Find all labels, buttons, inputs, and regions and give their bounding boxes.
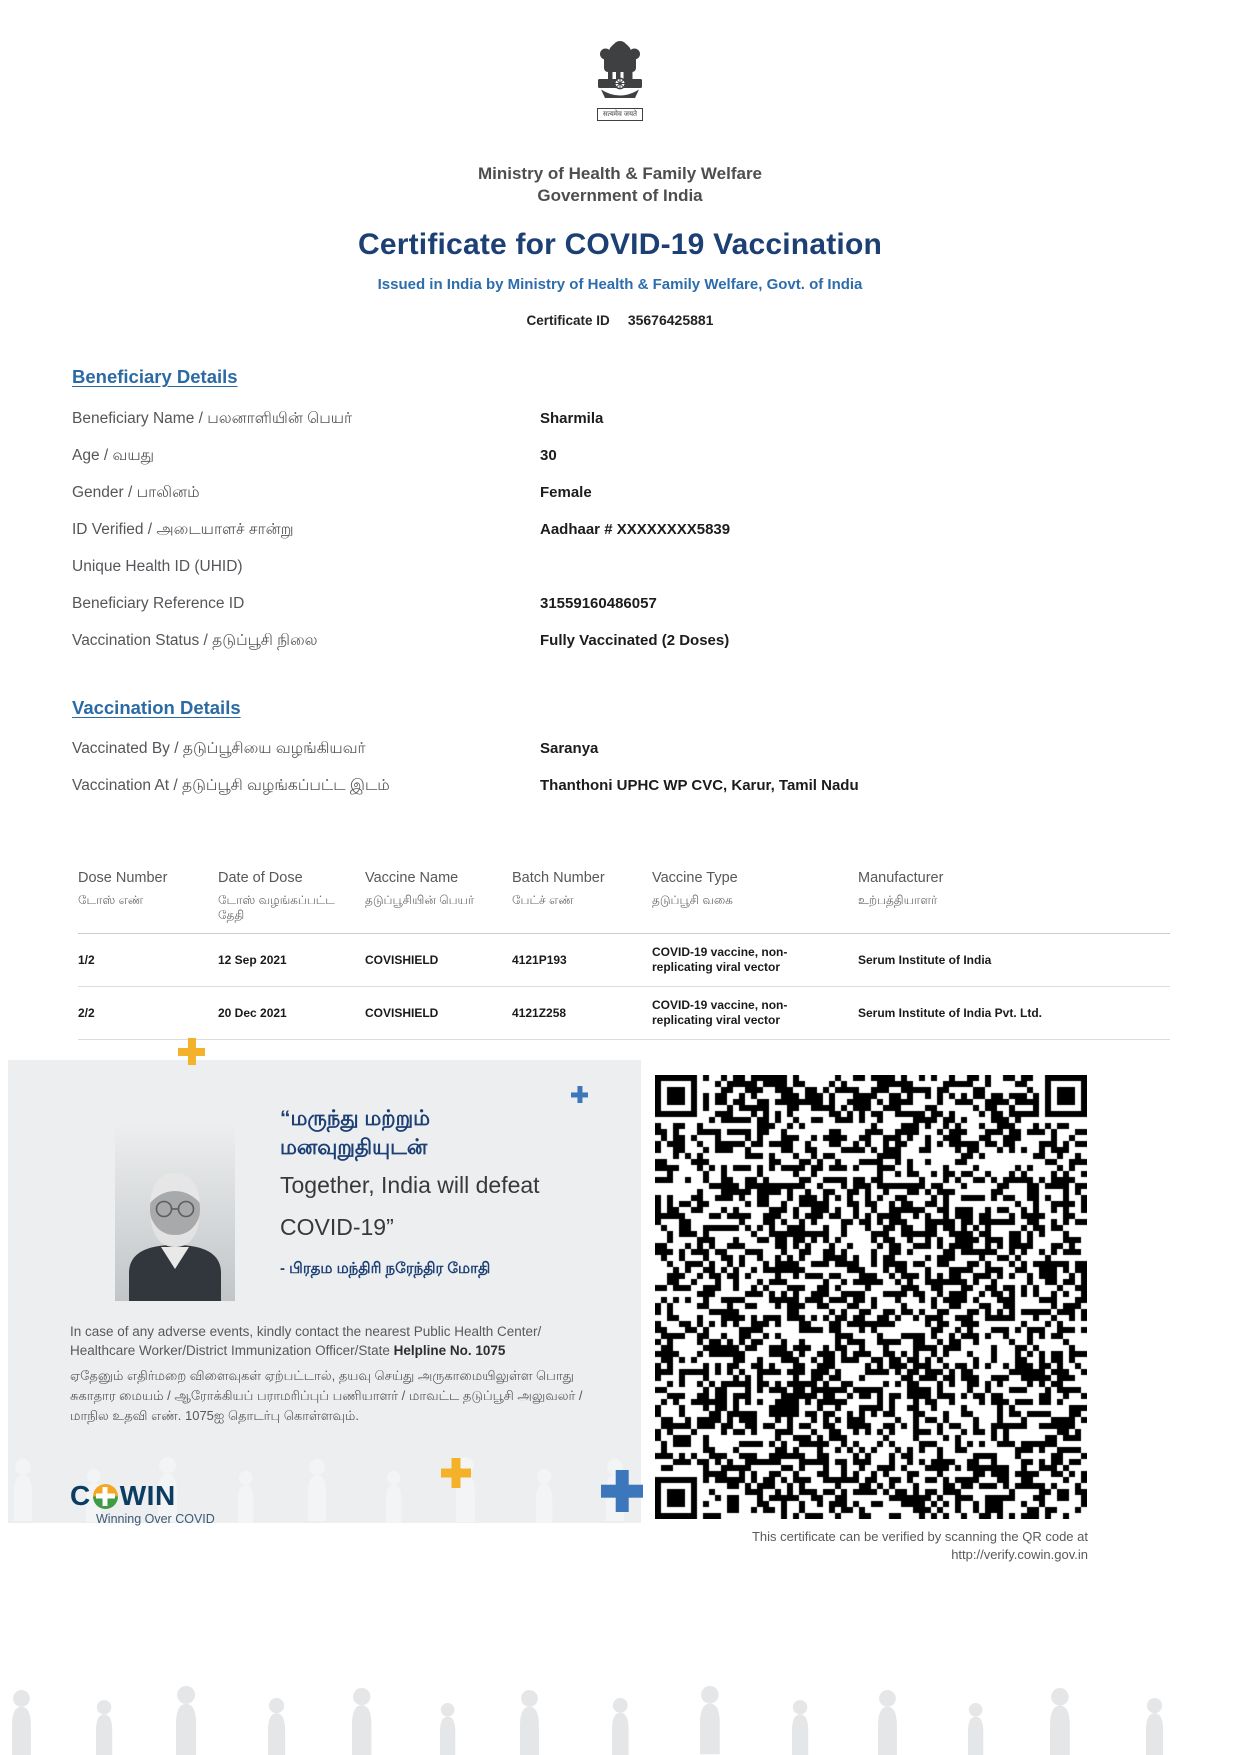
helpline-number: Helpline No. 1075 <box>393 1343 506 1358</box>
ministry-block <box>0 163 1240 207</box>
plus-decoration-gold-top <box>178 1038 205 1065</box>
dose-row-1: 1/2 12 Sep 2021 COVISHIELD 4121P193 COVID-19 vaccine, non-replicating viral vector Serum Institute of India <box>78 934 1170 987</box>
qr-code <box>655 1075 1087 1519</box>
col-manufacturer: Manufacturer <box>858 870 944 886</box>
plus-decoration-gold-bottom <box>441 1458 471 1488</box>
advisory-english: In case of any adverse events, kindly contact the nearest Public Health Center/ Healthcare Worker/District Immunization Officer/State Helpline No. 1075 <box>70 1324 542 1358</box>
field-vaccination-status: Vaccination Status / தடுப்பூசி நிலை Fully Vaccinated (2 Doses) <box>72 632 730 649</box>
cowin-tagline: Winning Over COVID <box>96 1512 215 1526</box>
ministry-name: Ministry of Health & Family Welfare <box>477 164 763 183</box>
col-vaccine-name: Vaccine Name <box>365 870 459 886</box>
quote-english-line-1: Together, India will defeat <box>280 1172 540 1198</box>
certificate-title: Certificate for COVID-19 Vaccination <box>357 228 882 261</box>
footer-banner <box>8 1060 641 1526</box>
advisory-tamil: ஏதேனும் எதிர்மறை விளைவுகள் ஏற்பட்டால், தயவு செய்து அருகாமையிலுள்ள பொது சுகாதார மையம் / ஆரோக்கியப் பராமரிப்புப் பணியாளர் / மாவட்ட தடுப்பூசி அலுவலர் / மாநில உதவி எண். 1075ஐ தொடர்பு கொள்ளவும். <box>70 1368 583 1423</box>
certificate-id-label: Certificate ID <box>526 313 610 328</box>
certificate-id-value: 35676425881 <box>627 312 714 328</box>
beneficiary-fields <box>72 410 1172 669</box>
vaccination-fields <box>72 740 1172 814</box>
field-beneficiary-reference-id: Beneficiary Reference ID 31559160486057 <box>72 595 657 612</box>
crowd-silhouette <box>0 1648 1240 1755</box>
field-beneficiary-name: Beneficiary Name / பலனாளியின் பெயர் Sharmila <box>72 410 604 427</box>
pm-portrait <box>115 1123 235 1301</box>
cowin-logo: C WIN <box>70 1480 176 1511</box>
pm-quote <box>280 1104 620 1279</box>
quote-tamil-line-1: “மருந்து மற்றும் <box>280 1107 431 1130</box>
beneficiary-section-title: Beneficiary Details <box>72 366 238 387</box>
col-dose-number: Dose Number <box>78 870 168 886</box>
quote-english-line-2: COVID-19” <box>280 1214 394 1240</box>
col-vaccine-type: Vaccine Type <box>652 870 738 886</box>
field-age: Age / வயது 30 <box>72 447 557 464</box>
field-vaccinated-by: Vaccinated By / தடுப்பூசியை வழங்கியவர் Saranya <box>72 740 599 757</box>
field-vaccination-at: Vaccination At / தடுப்பூசி வழங்கப்பட்ட இடம் Thanthoni UPHC WP CVC, Karur, Tamil Nadu <box>72 777 859 794</box>
verify-url: http://verify.cowin.gov.in <box>951 1547 1088 1562</box>
india-emblem-icon <box>584 36 656 98</box>
vaccination-section-title: Vaccination Details <box>72 697 241 718</box>
quote-attribution: - பிரதம மந்திரி நரேந்திர மோதி <box>280 1260 491 1277</box>
verify-text: This certificate can be verified by scanning the QR code at <box>751 1529 1088 1544</box>
field-uhid: Unique Health ID (UHID) <box>72 558 243 575</box>
col-date-of-dose: Date of Dose <box>218 870 303 886</box>
dose-table <box>78 870 1170 1040</box>
col-batch-number: Batch Number <box>512 870 605 886</box>
verify-note <box>752 1528 1088 1564</box>
certificate-subtitle: Issued in India by Ministry of Health & Family Welfare, Govt. of India <box>377 276 863 293</box>
plus-decoration-blue-large <box>601 1470 643 1512</box>
government-name: Government of India <box>537 186 703 205</box>
cowin-plus-icon <box>93 1484 118 1509</box>
dose-table-header: Dose Number டோஸ் எண் Date of Dose டோஸ் வழங்கப்பட்ட தேதி Vaccine Name தடுப்பூசியின் பெயர் Batch Number பேட்ச் எண் Vaccine Type தடுப்பூசி வகை Manufacturer உற்பத்தியாளர் <box>78 870 1170 934</box>
quote-tamil-line-2: மனவுறுதியுடன் <box>280 1136 428 1159</box>
dose-row-2: 2/2 20 Dec 2021 COVISHIELD 4121Z258 COVID-19 vaccine, non-replicating viral vector Serum Institute of India Pvt. Ltd. <box>78 987 1170 1040</box>
emblem-motto: सत्यमेव जयते <box>597 108 643 121</box>
certificate-id-row <box>0 312 1240 328</box>
field-gender: Gender / பாலினம் Female <box>72 484 592 501</box>
emblem-block <box>0 36 1240 121</box>
plus-decoration-blue-small <box>571 1086 588 1103</box>
field-id-verified: ID Verified / அடையாளச் சான்று Aadhaar # XXXXXXXX5839 <box>72 521 731 538</box>
